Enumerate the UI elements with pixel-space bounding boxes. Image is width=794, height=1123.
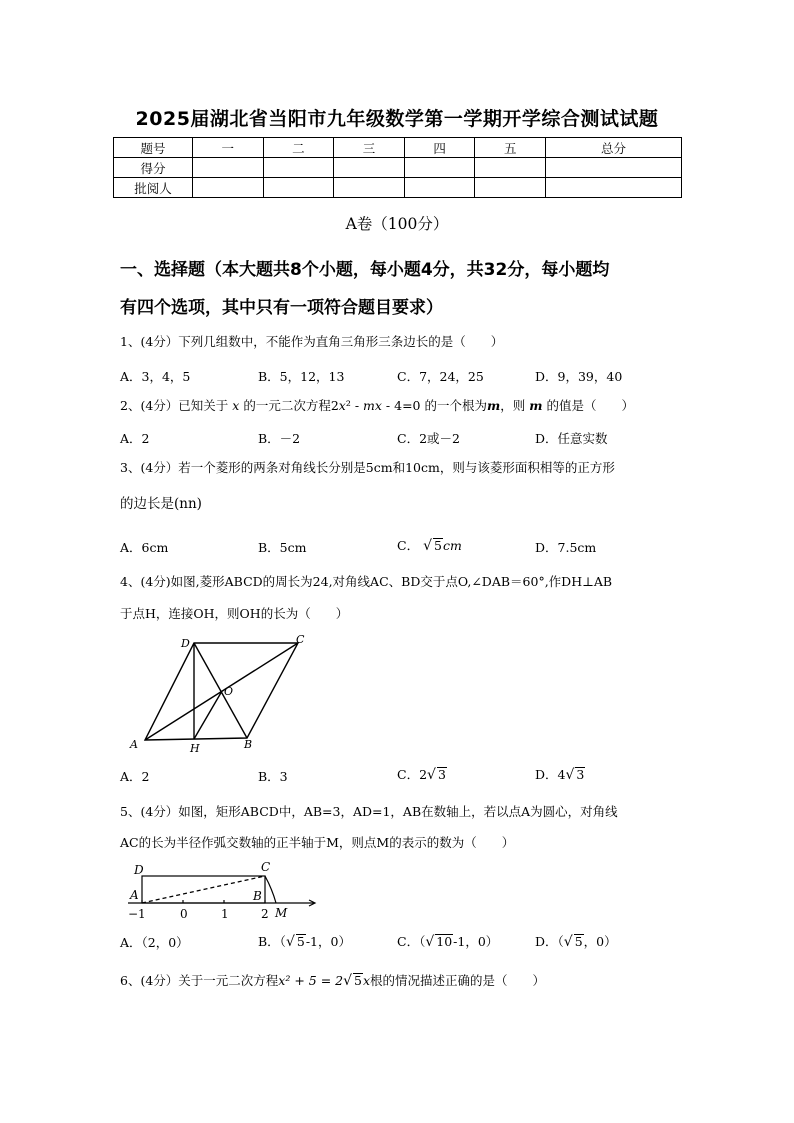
segment-oh xyxy=(194,691,222,739)
q3-option-c xyxy=(397,536,462,554)
q3-option-b: B．5cm xyxy=(258,540,307,555)
table-cell: 题号 xyxy=(114,138,193,158)
label-a: A xyxy=(130,888,139,902)
table-cell: 五 xyxy=(475,138,546,158)
q2-text: 的一元二次方程2 xyxy=(243,398,339,413)
section-heading-line2: 有四个选项，其中只有一项符合题目要求） xyxy=(120,298,443,318)
q6-text: 根的情况描述正确的是（ ） xyxy=(370,973,546,988)
q5-option-b-radicand: 5 xyxy=(296,934,305,949)
table-cell xyxy=(334,158,405,178)
table-cell xyxy=(404,178,475,198)
q4-option-c-label: C．2 xyxy=(397,767,428,782)
question-2-stem xyxy=(120,397,685,415)
label-m: M xyxy=(275,906,288,920)
table-cell: 总分 xyxy=(546,138,682,158)
label-d: D xyxy=(181,637,190,650)
q5-option-b-label: B．（ xyxy=(258,934,286,949)
question-5-line2: AC的长为半径作弧交数轴的正半轴于M，则点M的表示的数为（ ） xyxy=(120,835,515,850)
table-cell xyxy=(193,158,264,178)
sqrt-icon: √ xyxy=(427,767,436,783)
q5-option-b-tail: -1，0） xyxy=(305,934,351,949)
table-cell xyxy=(263,158,334,178)
table-cell xyxy=(546,158,682,178)
q4-option-d-radicand: 3 xyxy=(576,767,585,782)
sqrt-icon: √ xyxy=(285,934,295,950)
table-cell: 三 xyxy=(334,138,405,158)
q5-option-c-label: C．（ xyxy=(397,934,426,949)
label-h: H xyxy=(190,742,200,754)
label-c: C xyxy=(296,633,305,646)
q1-option-c: C．7，24，25 xyxy=(397,369,484,384)
q4-option-c xyxy=(397,765,447,783)
table-cell xyxy=(193,178,264,198)
q4-option-c-radicand: 3 xyxy=(437,767,446,782)
table-cell: 一 xyxy=(193,138,264,158)
exam-title: 2025届湖北省当阳市九年级数学第一学期开学综合测试试题 xyxy=(135,108,659,130)
sqrt-icon: √ xyxy=(423,538,432,554)
q2-eq-mx: mx xyxy=(363,398,382,413)
table-cell xyxy=(475,178,546,198)
q5-option-d-tail: ，0） xyxy=(583,934,617,949)
label-d: D xyxy=(134,863,144,877)
q4-option-d xyxy=(535,765,585,783)
q2-eq: - 4=0 xyxy=(381,398,421,413)
q5-option-a: A．（2，0） xyxy=(120,935,189,950)
q5-option-b xyxy=(258,932,351,950)
table-cell: 四 xyxy=(404,138,475,158)
question-5-line1: 5、(4分）如图，矩形ABCD中，AB=3，AD=1，AB在数轴上，若以点A为圆心，对角线 xyxy=(120,804,618,819)
question-1-stem: 1、(4分）下列几组数中，不能作为直角三角形三条边长的是（ ） xyxy=(120,334,504,349)
q3-option-c-radicand: 5 xyxy=(433,538,442,553)
q2-option-b: B．－2 xyxy=(258,431,301,446)
q2-option-c: C．2或－2 xyxy=(397,431,460,446)
number-line-figure xyxy=(124,858,324,922)
q1-option-b: B．5，12，13 xyxy=(258,369,345,384)
paper-a-label: A卷（100分） xyxy=(345,215,449,233)
question-6-stem xyxy=(120,972,685,990)
question-4-line2: 于点H，连接OH，则OH的长为（ ） xyxy=(120,606,349,621)
q2-text: 的值是（ ） xyxy=(546,398,634,413)
q5-option-d-label: D．（ xyxy=(535,934,564,949)
sqrt-icon: √ xyxy=(565,767,575,783)
section-heading-line1: 一、选择题（本大题共8个小题，每小题4分，共32分，每小题均 xyxy=(120,260,610,280)
q5-option-d xyxy=(535,932,617,950)
score-table-row xyxy=(114,158,682,178)
q2-var-x: x xyxy=(338,398,346,413)
q5-option-c-tail: -1，0） xyxy=(453,934,499,949)
q5-option-d-radicand: 5 xyxy=(574,934,583,949)
table-cell: 得分 xyxy=(114,158,193,178)
question-3-line1: 3、(4分）若一个菱形的两条对角线长分别是5cm和10cm，则与该菱形面积相等的正方形 xyxy=(120,460,615,475)
arc-cm xyxy=(265,876,276,903)
sqrt-icon: √ xyxy=(343,973,353,989)
table-cell: 二 xyxy=(263,138,334,158)
q2-text: 2、(4分）已知关于 xyxy=(120,398,229,413)
label-b: B xyxy=(253,889,262,903)
score-table xyxy=(113,137,682,198)
tick-label: 1 xyxy=(221,907,229,921)
q3-option-a: A．6cm xyxy=(120,540,169,555)
tick-label: −1 xyxy=(128,907,146,921)
q5-option-c-radicand: 10 xyxy=(436,934,453,949)
score-table-header-row xyxy=(114,138,682,158)
q4-option-a: A．2 xyxy=(120,769,150,784)
q3-option-c-unit: cm xyxy=(442,538,462,553)
q2-text: ，则 xyxy=(500,398,526,413)
score-table-row xyxy=(114,178,682,198)
q4-option-d-label: D．4 xyxy=(535,767,566,782)
sqrt-icon: √ xyxy=(425,934,435,950)
table-cell xyxy=(404,158,475,178)
table-cell xyxy=(546,178,682,198)
q6-eq-radicand: 5 xyxy=(354,973,362,988)
diagonal-bd xyxy=(194,643,247,738)
label-o: O xyxy=(224,685,234,698)
label-a: A xyxy=(130,738,138,751)
q1-option-a: A．3，4，5 xyxy=(120,369,191,384)
label-b: B xyxy=(244,738,253,751)
diagonal-ac xyxy=(142,876,265,903)
q2-var-m: m xyxy=(529,398,543,413)
q2-text: 的一个根为 xyxy=(424,398,488,413)
question-3-line2: 的边长是(nn) xyxy=(120,496,202,512)
sqrt-icon: √ xyxy=(563,934,573,950)
tick-label: 2 xyxy=(261,907,269,921)
question-4-line1: 4、(4分)如图,菱形ABCD的周长为24,对角线AC、BD交于点O,∠DAB＝60°,作DH⊥AB xyxy=(120,574,613,589)
q2-var-x: x xyxy=(232,398,240,413)
q2-eq: ² - xyxy=(345,398,364,413)
q2-option-a: A．2 xyxy=(120,431,150,446)
table-cell xyxy=(475,158,546,178)
q3-option-c-label: C． xyxy=(397,538,420,553)
q6-eq-left: x² + 5 = 2 xyxy=(278,973,344,988)
q1-option-d: D．9，39，40 xyxy=(535,369,623,384)
table-cell xyxy=(334,178,405,198)
q2-option-d: D．任意实数 xyxy=(535,431,608,446)
table-cell: 批阅人 xyxy=(114,178,193,198)
q3-option-d: D．7.5cm xyxy=(535,540,597,555)
tick-label: 0 xyxy=(180,907,188,921)
q5-option-c xyxy=(397,932,498,950)
rhombus-figure xyxy=(126,632,316,754)
table-cell xyxy=(263,178,334,198)
q4-option-b: B．3 xyxy=(258,769,288,784)
q6-eq-tail: x xyxy=(362,973,371,988)
q6-text: 6、(4分）关于一元二次方程 xyxy=(120,973,279,988)
q2-var-m: m xyxy=(487,398,501,413)
label-c: C xyxy=(261,860,271,874)
